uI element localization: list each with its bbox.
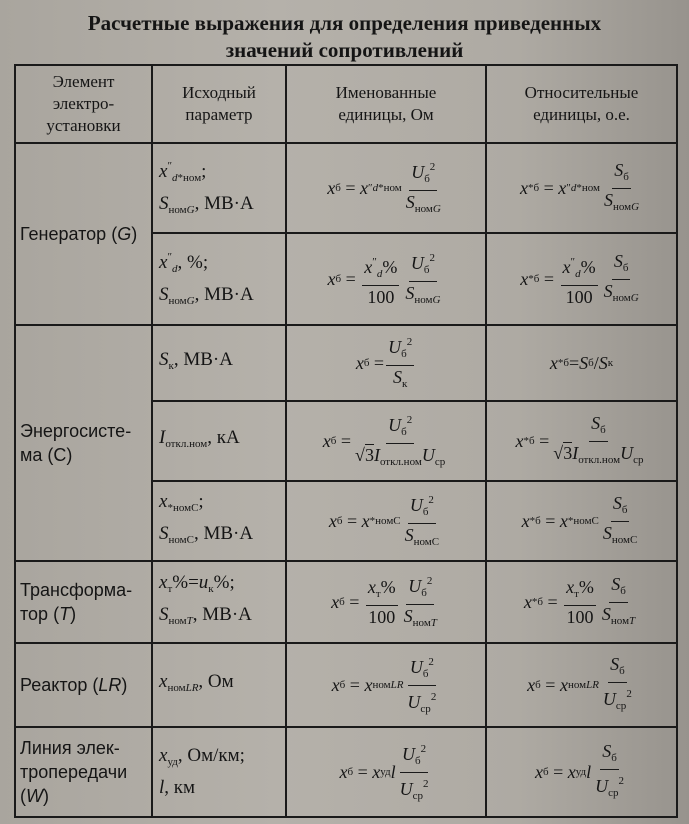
element-reactor xyxy=(15,643,152,727)
formula-relative: x *б = $\frac{x_т\%}{100}$ $\frac{S_б}{S_{номT}}$ xyxy=(486,561,677,643)
element-text: тор ( xyxy=(20,604,60,624)
element-text: Линия элек- xyxy=(20,738,120,758)
formula-relative: x *б = $\frac{S_б}{√3I_{откл.ном}U_{ср}}$ xyxy=(486,401,677,481)
header-relative-line: единицы, о.е. xyxy=(533,105,630,124)
element-text: Трансформа- xyxy=(20,580,133,600)
param-cell: $x_{номLR}$, Ом xyxy=(152,643,286,727)
header-element xyxy=(15,65,152,143)
unit-mva: МВ·А xyxy=(183,349,233,370)
param-cell: $S_к$, МВ·А xyxy=(152,325,286,401)
table-row xyxy=(15,325,677,401)
unit-percent: %; xyxy=(187,252,209,273)
param-cell: $x_т\%=u_к\%$; $S_{номT}$, МВ·А xyxy=(152,561,286,643)
param-cell: $x''_{d*ном}$; $S_{номG}$, МВ·А xyxy=(152,143,286,233)
element-system xyxy=(15,325,152,561)
unit-mva: МВ·А xyxy=(204,193,254,214)
param-cell: $x''_d$, %; $S_{номG}$, МВ·А xyxy=(152,233,286,325)
element-text: ) xyxy=(131,224,138,244)
table-row xyxy=(15,143,677,233)
formula-named: x б = x номLR $\frac{U_б^2}{U_{ср}^2}$ xyxy=(286,643,486,727)
unit-ka: кА xyxy=(216,427,240,448)
element-symbol: G xyxy=(117,224,132,244)
header-relative xyxy=(486,65,677,143)
header-named-line: Именованные xyxy=(335,83,437,102)
formula-named: x б = $\frac{U_б^2}{√3I_{откл.ном}U_{ср}}$ xyxy=(286,401,486,481)
header-named-line: единицы, Ом xyxy=(338,105,434,124)
header-element-line: установки xyxy=(46,116,121,135)
element-line xyxy=(15,727,152,817)
table-row xyxy=(15,727,677,817)
resistance-formulas-table xyxy=(14,64,678,818)
element-transformer xyxy=(15,561,152,643)
unit-mva: МВ·А xyxy=(203,523,254,544)
header-named xyxy=(286,65,486,143)
unit-km: км xyxy=(173,777,196,798)
formula-named: x б = $\frac{x_т\%}{100}$ $\frac{U_б^2}{S_{номT}}$ xyxy=(286,561,486,643)
formula-relative: x б = x номLR $\frac{S_б}{U_{ср}^2}$ xyxy=(486,643,677,727)
formula-relative: x *б = S б / S к xyxy=(486,325,677,401)
element-text: Энергосисте- xyxy=(20,421,132,441)
header-element-line: Элемент xyxy=(52,72,115,91)
element-text: Генератор ( xyxy=(20,224,118,244)
element-text: ) xyxy=(70,604,77,624)
table-row xyxy=(15,561,677,643)
formula-named: x б = x *номС $\frac{U_б^2}{S_{номС}}$ xyxy=(286,481,486,561)
element-symbol: LR xyxy=(98,675,122,695)
header-row xyxy=(15,65,677,143)
formula-named: x б = $\frac{U_б^2}{S_к}$ xyxy=(286,325,486,401)
table-row xyxy=(15,643,677,727)
unit-ohm-per-km: Ом/км; xyxy=(187,745,245,766)
title-line-2: значений сопротивлений xyxy=(225,38,464,62)
header-param-line: Исходный xyxy=(182,83,256,102)
param-cell: $x_{уд}$, Ом/км; l, км xyxy=(152,727,286,817)
formula-named: x б = $\frac{x''_d\%}{100}$ $\frac{U_б^2}{S_{номG}}$ xyxy=(286,233,486,325)
unit-ohm: Ом xyxy=(207,671,234,692)
formula-named: x б = x ″ d*ном $\frac{U_б^2}{S_{номG}}$ xyxy=(286,143,486,233)
element-text: ( xyxy=(20,786,26,806)
formula-named: x б = x уд l $\frac{U_б^2}{U_{ср}^2}$ xyxy=(286,727,486,817)
header-param-line: параметр xyxy=(185,105,253,124)
element-text: тропередачи xyxy=(20,762,128,782)
element-text: ма (С) xyxy=(20,445,73,465)
formula-relative: x *б = $\frac{x''_d\%}{100}$ $\frac{S_б}{S_{номG}}$ xyxy=(486,233,677,325)
title-line-1: Расчетные выражения для определения приведенных xyxy=(87,11,602,35)
formula-relative: x *б = x ″ d*ном $\frac{S_б}{S_{номG}}$ xyxy=(486,143,677,233)
header-param xyxy=(152,65,286,143)
unit-mva: МВ·А xyxy=(204,284,254,305)
element-text: ) xyxy=(43,786,49,806)
param-cell: $x_{*номС}$; $S_{номС}$, МВ·А xyxy=(152,481,286,561)
param-cell: $I_{откл.ном}$, кА xyxy=(152,401,286,481)
header-element-line: электро- xyxy=(52,94,115,113)
formula-relative: x б = x уд l $\frac{S_б}{U_{ср}^2}$ xyxy=(486,727,677,817)
element-generator xyxy=(15,143,152,325)
element-symbol: W xyxy=(26,786,43,806)
page-title xyxy=(0,10,689,64)
element-text: Реактор ( xyxy=(20,675,99,695)
element-symbol: T xyxy=(59,604,71,624)
element-text: ) xyxy=(121,675,128,695)
unit-mva: МВ·А xyxy=(202,604,252,625)
header-relative-line: Относительные xyxy=(524,83,639,102)
formula-relative: x *б = x *номС $\frac{S_б}{S_{номС}}$ xyxy=(486,481,677,561)
